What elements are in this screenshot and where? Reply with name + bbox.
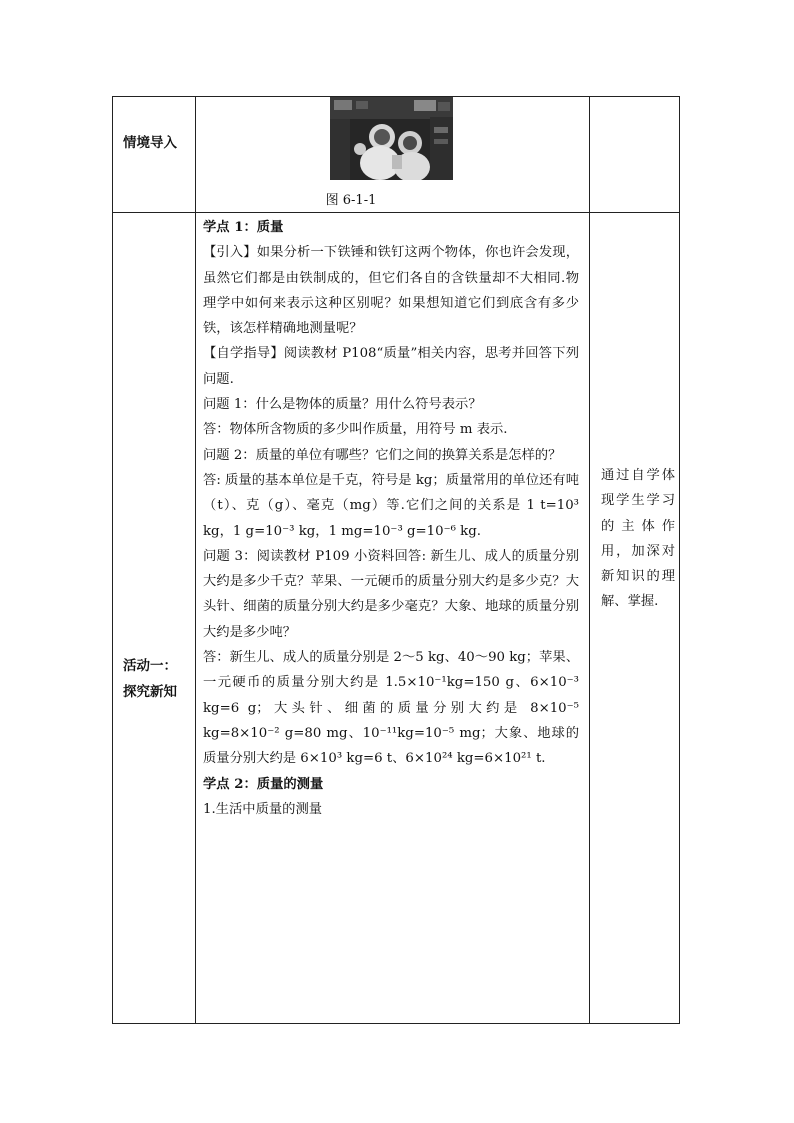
answer-2: 答: 质量的基本单位是千克，符号是 kg；质量常用的单位还有吨（t）、克（g）、毫克（mg）等.它们之间的关系是 1 t=10³ kg，1 g=10⁻³ kg，1 mg=10⁻³ g=10⁻⁶ kg. (203, 472, 579, 539)
question-1: 问题 1：什么是物体的质量？用什么符号表示？ (203, 397, 482, 413)
side-note: 通过自学体现学生学习的主体作用，加深对新知识的理解、掌握. (601, 468, 675, 610)
activity-label-line1: 活动一： (123, 658, 177, 674)
astronaut-photo (330, 97, 453, 180)
question-3: 问题 3：阅读教材 P109 小资料回答: 新生儿、成人的质量分别大约是多少千克？苹果、一元硬币的质量分别大约是多少克？大头针、细菌的质量分别大约是多少毫克？大象、地球的质量分别大约是多少吨？ (203, 548, 579, 640)
intro-figure-cell (113, 97, 589, 212)
answer-1: 答：物体所含物质的多少叫作质量，用符号 m 表示. (203, 422, 508, 438)
guide-paragraph: 【自学指导】阅读教材 P108“质量”相关内容，思考并回答下列问题. (203, 346, 579, 387)
row-divider (113, 212, 679, 213)
activity-content (197, 215, 585, 822)
column-divider (589, 97, 590, 1023)
intro-paragraph: 【引入】如果分析一下铁锤和铁钉这两个物体，你也许会发现，虽然它们都是由铁制成的，但它们各自的含铁量却不大相同.物理学中如何来表示这种区别呢？如果想知道它们到底含有多少铁，该怎样精确地测量呢？ (203, 245, 579, 337)
section-heading: 学点 2：质量的测量 (203, 776, 324, 792)
intro-label: 情境导入 (123, 135, 177, 151)
section-heading: 学点 1：质量 (203, 220, 284, 235)
answer-3: 答：新生儿、成人的质量分别是 2～5 kg、40～90 kg；苹果、一元硬币的质量分别大约是 1.5×10⁻¹kg=150 g、6×10⁻³ kg=6 g；大头针、细菌的质量分别大约是 8×10⁻⁵ kg=8×10⁻² g=80 mg、10⁻¹¹kg=10⁻⁵ mg；大象、地球的质量分别大约是 6×10³ kg=6 t、6×10²⁴ kg=6×10²¹ t. (203, 650, 579, 767)
list-item: 1.生活中质量的测量 (203, 801, 323, 817)
lesson-table (112, 96, 680, 1024)
activity-label (123, 653, 177, 705)
column-divider (195, 97, 196, 1023)
figure-caption: 图 6-1-1 (325, 193, 377, 208)
question-2: 问题 2：质量的单位有哪些？它们之间的换算关系是怎样的？ (203, 447, 562, 463)
activity-label-line2: 探究新知 (123, 684, 177, 700)
